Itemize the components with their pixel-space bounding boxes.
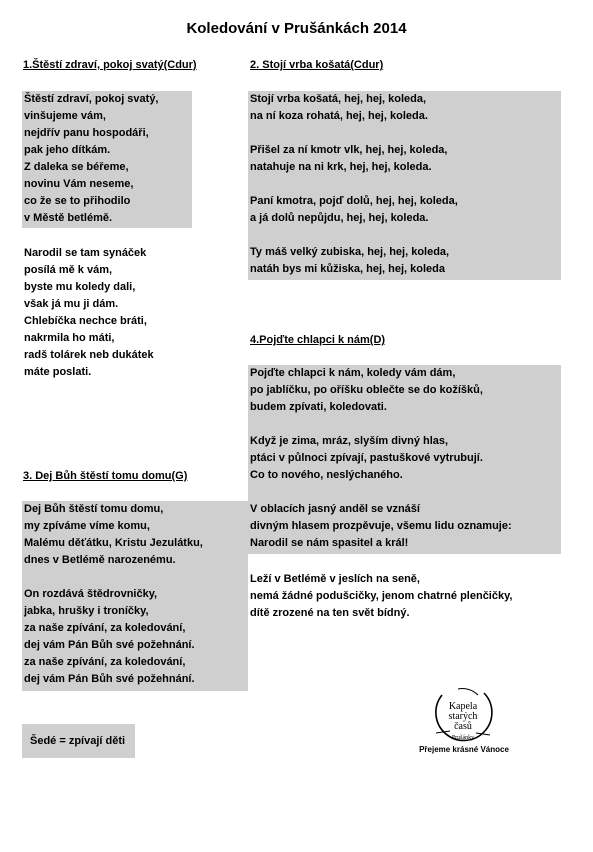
lyric-line: za naše zpívání, za koledování, xyxy=(24,656,186,668)
lyric-line: posílá mě k vám, xyxy=(24,264,113,276)
song-2-children-verse xyxy=(248,91,561,280)
lyric-line: radš tolárek neb dukátek xyxy=(24,349,154,361)
lyric-line: nejdřív panu hospodáři, xyxy=(24,127,149,139)
lyric-line: dej vám Pán Bůh své požehnání. xyxy=(24,673,195,685)
stanza-gap xyxy=(248,416,561,433)
lyric-line: Dej Bůh štěstí tomu domu, xyxy=(24,503,164,515)
lyric-line: divným hlasem prozpěvuje, všemu lidu oznamuje: xyxy=(250,520,512,532)
lyric-line: dej vám Pán Bůh své požehnání. xyxy=(24,639,195,651)
lyric-line: nemá žádné podušcičky, jenom chatrné plenčičky, xyxy=(250,590,513,602)
lyric-line: Malému děťátku, Kristu Jezulátku, xyxy=(24,537,203,549)
logo-text-casu: časů xyxy=(454,721,472,732)
lyric-line: natahuje na ni krk, hej, hej, koleda. xyxy=(250,161,432,173)
song-4-children-verse xyxy=(248,365,561,554)
song-2-heading: 2. Stojí vrba košatá(Cdur) xyxy=(250,59,384,71)
logo-text-kapela: Kapela xyxy=(448,701,478,712)
lyric-line: vinšujeme vám, xyxy=(24,110,106,122)
song-1-children-verse xyxy=(22,91,192,228)
logo-text-starych: starých xyxy=(448,711,478,722)
stanza-gap xyxy=(248,227,561,244)
band-logo xyxy=(428,683,498,749)
lyric-line: dnes v Betlémě narozenému. xyxy=(24,554,176,566)
lyric-line: my zpíváme víme komu, xyxy=(24,520,150,532)
lyric-line: ptáci v půlnoci zpívají, pastuškové vytrubují. xyxy=(250,452,483,464)
stanza-gap xyxy=(248,484,561,501)
lyric-line: budem zpívati, koledovati. xyxy=(250,401,387,413)
song-4-verse xyxy=(248,571,561,622)
lyric-line: Když je zima, mráz, slyším divný hlas, xyxy=(250,435,449,447)
christmas-wish: Přejeme krásné Vánoce xyxy=(419,745,509,754)
song-1-verse xyxy=(22,245,192,381)
lyric-line: dítě zrozené na ten svět bídný. xyxy=(250,607,410,619)
stanza-gap xyxy=(248,125,561,142)
gray-legend: Šedé = zpívají děti xyxy=(22,724,135,758)
song-3-children-verse xyxy=(22,501,248,691)
lyric-line: novinu Vám neseme, xyxy=(24,178,134,190)
lyric-line: po jablíčku, po oříšku oblečte se do kožíšků, xyxy=(250,384,483,396)
lyric-line: co že se to přihodilo xyxy=(24,195,131,207)
lyric-line: Ty máš velký zubiska, hej, hej, koleda, xyxy=(250,246,450,258)
song-3-heading: 3. Dej Bůh štěstí tomu domu(G) xyxy=(23,470,188,482)
stanza-gap xyxy=(248,176,561,193)
lyric-line: v Městě betlémě. xyxy=(24,212,113,224)
lyric-line: Narodil se tam synáček xyxy=(24,247,147,259)
lyric-line: Paní kmotra, pojď dolů, hej, hej, koleda, xyxy=(250,195,458,207)
page-title: Koledování v Prušánkách 2014 xyxy=(186,20,407,37)
lyric-line: máte poslati. xyxy=(24,366,92,378)
lyric-line: byste mu koledy dali, xyxy=(24,281,136,293)
lyric-line: Štěstí zdraví, pokoj svatý, xyxy=(24,93,159,105)
logo-text-prusanky: Prušánky xyxy=(451,735,475,741)
lyric-line: Stojí vrba košatá, hej, hej, koleda, xyxy=(250,93,427,105)
lyric-line: Z daleka se béřeme, xyxy=(24,161,129,173)
lyric-line: Narodil se nám spasitel a král! xyxy=(250,537,409,549)
lyric-line: Chlebíčka nechce bráti, xyxy=(24,315,147,327)
lyric-line: Přišel za ní kmotr vlk, hej, hej, koleda, xyxy=(250,144,448,156)
lyric-line: jabka, hrušky i troníčky, xyxy=(24,605,149,617)
song-1-heading: 1.Štěstí zdraví, pokoj svatý(Cdur) xyxy=(23,59,197,71)
lyric-line: za naše zpívání, za koledování, xyxy=(24,622,186,634)
lyric-line: On rozdává štědrovničky, xyxy=(24,588,158,600)
lyric-line: a já dolů nepůjdu, hej, hej, koleda. xyxy=(250,212,429,224)
lyric-line: pak jeho dítkám. xyxy=(24,144,111,156)
stanza-gap xyxy=(22,569,248,586)
lyric-line: však já mu ji dám. xyxy=(24,298,119,310)
lyric-line: Co to nového, neslýchaného. xyxy=(250,469,403,481)
lyric-line: Leží v Betlémě v jeslích na seně, xyxy=(250,573,420,585)
lyric-line: na ní koza rohatá, hej, hej, koleda. xyxy=(250,110,428,122)
lyric-line: natáh bys mi kůžiska, hej, hej, koleda xyxy=(250,263,446,275)
lyric-line: nakrmila ho máti, xyxy=(24,332,115,344)
lyric-line: V oblacích jasný anděl se vznáší xyxy=(250,503,420,515)
lyric-line: Pojďte chlapci k nám, koledy vám dám, xyxy=(250,367,456,379)
song-4-heading: 4.Pojďte chlapci k nám(D) xyxy=(250,334,386,346)
